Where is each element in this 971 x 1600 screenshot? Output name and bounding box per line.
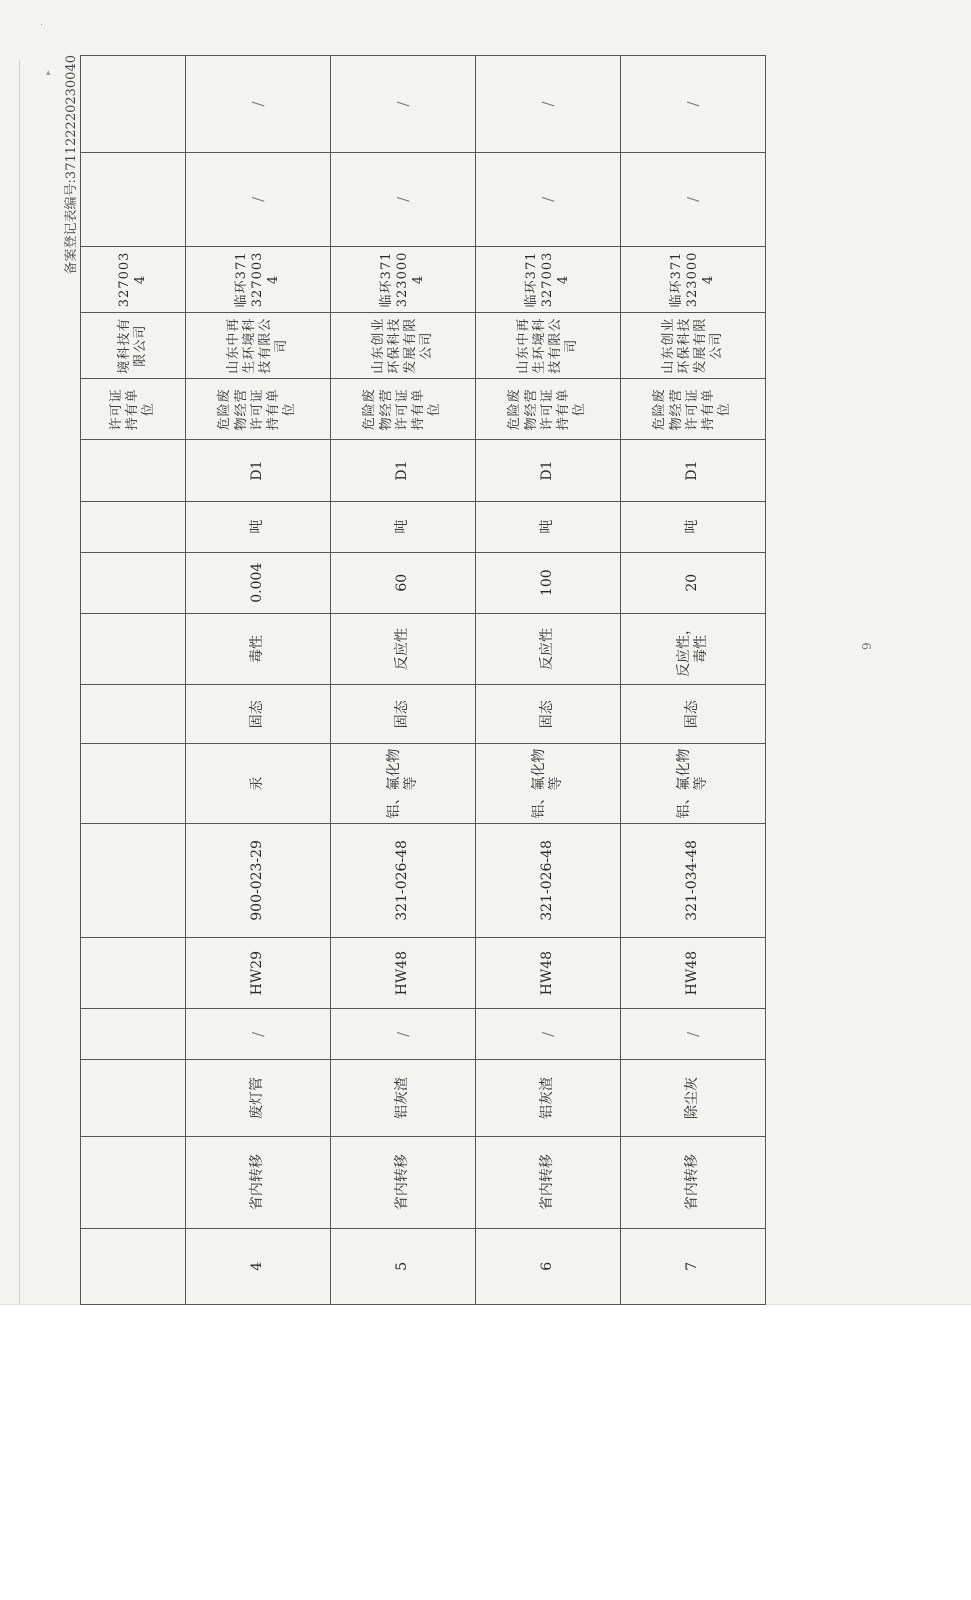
cell-unit-type: 危险废物经营许可证持有单位	[476, 379, 621, 440]
cell-unit: 吨	[476, 501, 621, 552]
rotated-content	[60, 55, 920, 1305]
cell-component: 铝、氟化物等	[621, 744, 766, 824]
cell-col-b	[81, 56, 186, 153]
cell-unit-name: 山东创业环保科技发展有限公司	[621, 313, 766, 379]
cell-col-b: /	[186, 56, 331, 153]
cell-form: 固态	[476, 685, 621, 744]
cell-method: D1	[186, 440, 331, 501]
cell-category: HW48	[331, 937, 476, 1008]
cell-quantity: 0.004	[186, 552, 331, 613]
table-row	[331, 56, 476, 1305]
cell-quantity: 100	[476, 552, 621, 613]
cell-quantity: 20	[621, 552, 766, 613]
cell-unit: 吨	[331, 501, 476, 552]
cell-method: D1	[476, 440, 621, 501]
cell-col-a: /	[476, 152, 621, 246]
cell-method	[81, 440, 186, 501]
cell-transfer	[81, 1136, 186, 1228]
cell-hazard: 反应性	[331, 613, 476, 684]
hazardous-waste-table	[80, 55, 766, 1305]
scan-speck: ·	[40, 20, 44, 31]
cell-code: 900-023-29	[186, 823, 331, 937]
cell-hazard: 毒性	[186, 613, 331, 684]
cell-category	[81, 937, 186, 1008]
cell-col-a: /	[331, 152, 476, 246]
cell-form: 固态	[331, 685, 476, 744]
scan-speck: ▴	[46, 68, 51, 78]
table-row-continuation	[81, 56, 186, 1305]
cell-hazard	[81, 613, 186, 684]
cell-code: 321-034-48	[621, 823, 766, 937]
table-row	[186, 56, 331, 1305]
cell-quantity: 60	[331, 552, 476, 613]
cell-transfer: 省内转移	[331, 1136, 476, 1228]
cell-unit	[81, 501, 186, 552]
cell-name: 铝灰渣	[331, 1060, 476, 1136]
cell-component	[81, 744, 186, 824]
cell-unit-name: 山东创业环保科技发展有限公司	[331, 313, 476, 379]
cell-unit: 吨	[186, 501, 331, 552]
cell-col-a: /	[621, 152, 766, 246]
cell-code	[81, 823, 186, 937]
cell-unit: 吨	[621, 501, 766, 552]
cell-form	[81, 685, 186, 744]
scan-edge	[19, 60, 20, 1305]
cell-unit-type: 危险废物经营许可证持有单位	[621, 379, 766, 440]
cell-index: 6	[476, 1228, 621, 1304]
cell-code: 321-026-48	[476, 823, 621, 937]
cell-unit-name: 山东中再生环境科技有限公司	[476, 313, 621, 379]
cell-license-no: 3270034	[81, 246, 186, 312]
cell-method: D1	[331, 440, 476, 501]
cell-col3: /	[476, 1009, 621, 1060]
cell-col3: /	[621, 1009, 766, 1060]
cell-form: 固态	[186, 685, 331, 744]
cell-index: 4	[186, 1228, 331, 1304]
cell-license-no: 临环3713270034	[476, 246, 621, 312]
cell-col3: /	[186, 1009, 331, 1060]
cell-transfer: 省内转移	[186, 1136, 331, 1228]
cell-col3	[81, 1009, 186, 1060]
cell-unit-type: 许可证持有单位	[81, 379, 186, 440]
cell-unit-type: 危险废物经营许可证持有单位	[331, 379, 476, 440]
cell-component: 汞	[186, 744, 331, 824]
cell-form: 固态	[621, 685, 766, 744]
cell-category: HW29	[186, 937, 331, 1008]
cell-col-b: /	[331, 56, 476, 153]
cell-name	[81, 1060, 186, 1136]
cell-quantity	[81, 552, 186, 613]
cell-hazard: 反应性，毒性	[621, 613, 766, 684]
cell-unit-name: 山东中再生环境科技有限公司	[186, 313, 331, 379]
cell-index: 7	[621, 1228, 766, 1304]
cell-method: D1	[621, 440, 766, 501]
record-number: 备案登记表编号:371122220230040	[64, 55, 79, 275]
cell-col-a	[81, 152, 186, 246]
cell-name: 废灯管	[186, 1060, 331, 1136]
cell-unit-type: 危险废物经营许可证持有单位	[186, 379, 331, 440]
table-row	[621, 56, 766, 1305]
cell-col3: /	[331, 1009, 476, 1060]
cell-col-b: /	[476, 56, 621, 153]
cell-transfer: 省内转移	[621, 1136, 766, 1228]
cell-code: 321-026-48	[331, 823, 476, 937]
cell-component: 铝、氟化物等	[476, 744, 621, 824]
cell-index	[81, 1228, 186, 1304]
cell-license-no: 临环3713270034	[186, 246, 331, 312]
cell-license-no: 临环3713230004	[621, 246, 766, 312]
cell-unit-name: 境科技有限公司	[81, 313, 186, 379]
cell-name: 铝灰渣	[476, 1060, 621, 1136]
page-number: 9	[860, 642, 874, 650]
cell-category: HW48	[621, 937, 766, 1008]
cell-license-no: 临环3713230004	[331, 246, 476, 312]
cell-col-a: /	[186, 152, 331, 246]
cell-category: HW48	[476, 937, 621, 1008]
table-row	[476, 56, 621, 1305]
cell-name: 除尘灰	[621, 1060, 766, 1136]
cell-transfer: 省内转移	[476, 1136, 621, 1228]
cell-index: 5	[331, 1228, 476, 1304]
cell-component: 铝、氟化物等	[331, 744, 476, 824]
cell-hazard: 反应性	[476, 613, 621, 684]
cell-col-b: /	[621, 56, 766, 153]
